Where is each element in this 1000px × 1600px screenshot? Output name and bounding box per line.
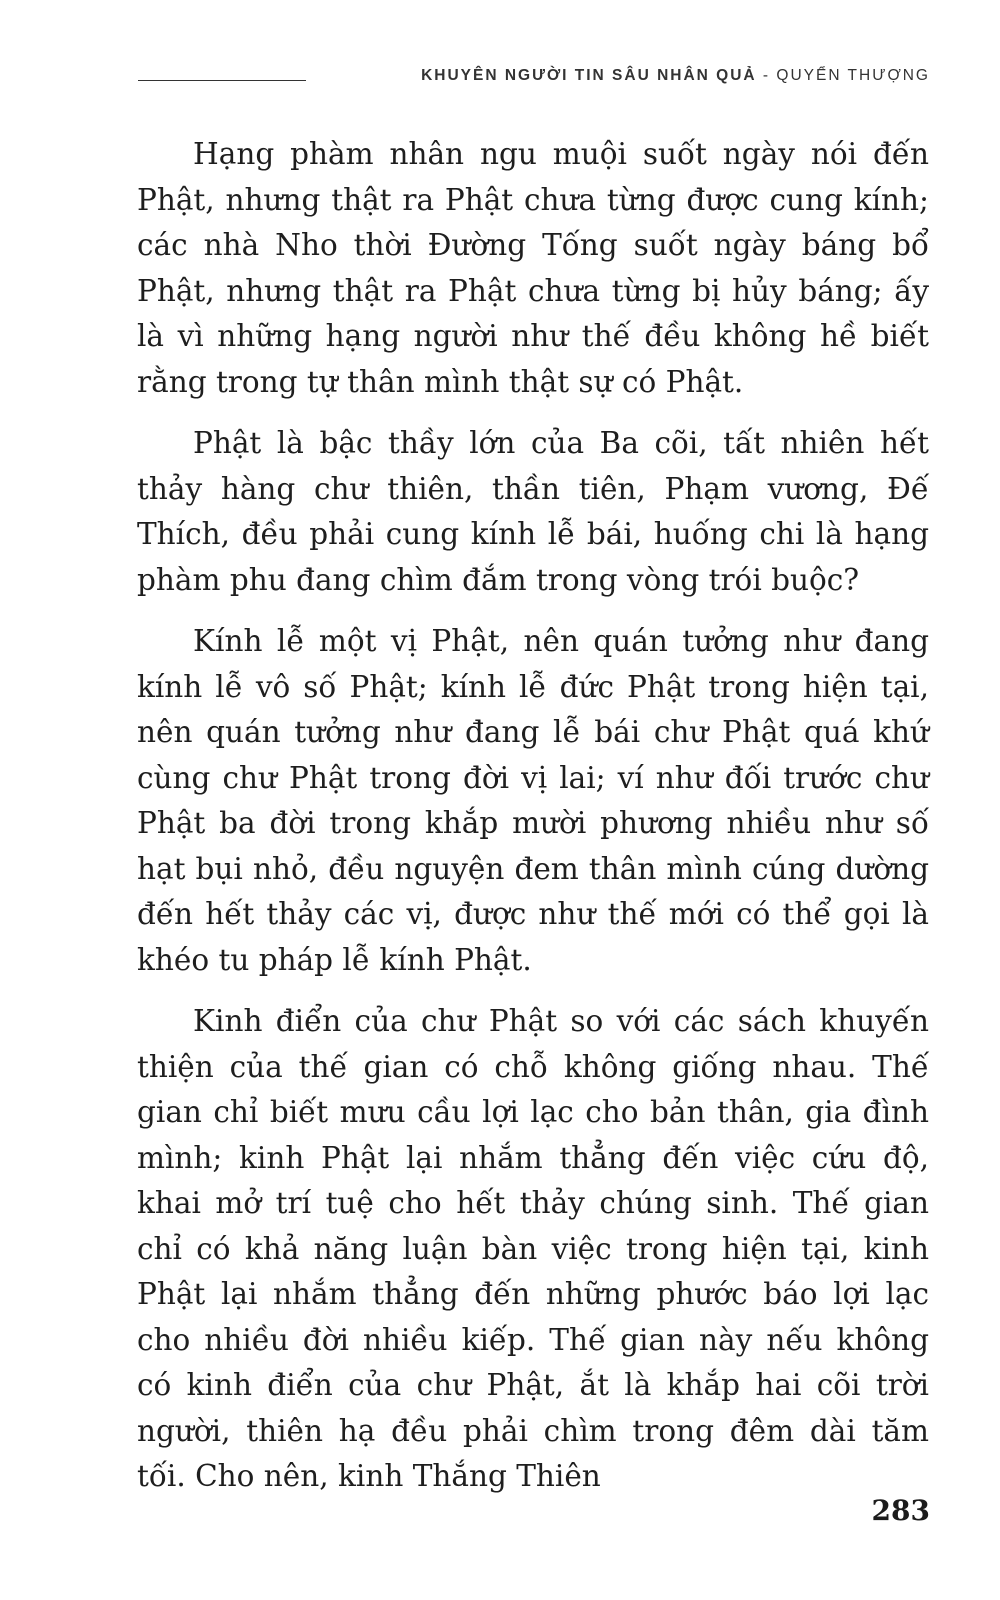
header-separator: -	[756, 67, 777, 84]
paragraph-1: Hạng phàm nhân ngu muội suốt ngày nói đến Phật, nhưng thật ra Phật chưa từng được cung kính; các nhà Nho thời Đường Tống suốt ngày báng bổ Phật, nhưng thật ra Phật chưa từng bị hủy báng; ấy là vì những hạng người như thế đều không hề biết rằng trong tự thân mình thật sự có Phật.	[137, 137, 929, 399]
header-book-title: KHUYÊN NGƯỜI TIN SÂU NHÂN QUẢ	[421, 67, 757, 84]
body-text	[137, 132, 929, 1516]
page-number: 283	[871, 1494, 930, 1527]
paragraph-3: Kính lễ một vị Phật, nên quán tưởng như đang kính lễ vô số Phật; kính lễ đức Phật trong hiện tại, nên quán tưởng như đang lễ bái chư Phật quá khứ cùng chư Phật trong đời vị lai; ví như đối trước chư Phật ba đời trong khắp mười phương nhiều như số hạt bụi nhỏ, đều nguyện đem thân mình cúng dường đến hết thảy các vị, được như thế mới có thể gọi là khéo tu pháp lễ kính Phật.	[137, 624, 929, 977]
running-header	[138, 62, 930, 90]
paragraph-2: Phật là bậc thầy lớn của Ba cõi, tất nhiên hết thảy hàng chư thiên, thần tiên, Phạm vương, Đế Thích, đều phải cung kính lễ bái, huống chi là hạng phàm phu đang chìm đắm trong vòng trói buộc?	[137, 426, 929, 597]
header-volume: QUYỂN THƯỢNG	[776, 67, 930, 84]
header-text	[326, 67, 930, 85]
header-rule	[138, 80, 306, 81]
paragraph-4: Kinh điển của chư Phật so với các sách khuyến thiện của thế gian có chỗ không giống nhau. Thế gian chỉ biết mưu cầu lợi lạc cho bản thân, gia đình mình; kinh Phật lại nhắm thẳng đến việc cứu độ, khai mở trí tuệ cho hết thảy chúng sinh. Thế gian chỉ có khả năng luận bàn việc trong hiện tại, kinh Phật lại nhắm thẳng đến những phước báo lợi lạc cho nhiều đời nhiều kiếp. Thế gian này nếu không có kinh điển của chư Phật, ắt là khắp hai cõi trời người, thiên hạ đều phải chìm trong đêm dài tăm tối. Cho nên, kinh Thắng Thiên	[137, 1004, 929, 1493]
